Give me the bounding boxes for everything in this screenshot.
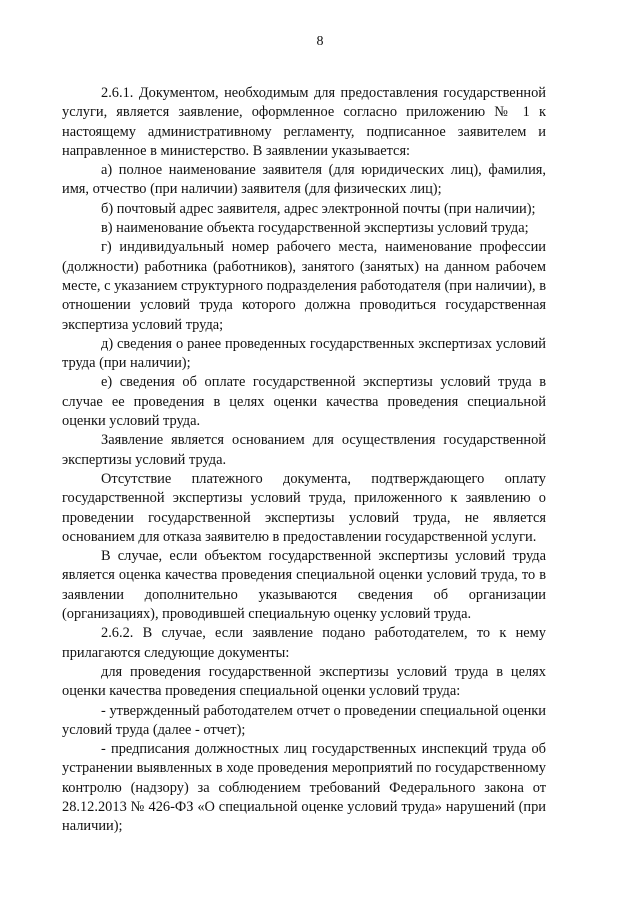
page-number: 8 [316, 34, 324, 49]
list-item-report: - утвержденный работодателем отчет о проведении специальной оценки условий труда (далее - отчет); [62, 702, 546, 738]
item-v-expertise-object: в) наименование объекта государственной экспертизы условий труда; [101, 220, 529, 237]
list-item-inspection-orders: - предписания должностных лиц государственных инспекций труда об устранении выявленных в ходе проведения мероприятий по государственному контролю (надзору) за соблюдением требований Федерального закона от 28.12.2013 № 426-ФЗ «О специальной оценке условий труда» нарушений (при наличии); [62, 741, 546, 835]
item-e-payment-info: е) сведения об оплате государственной экспертизы условий труда в случае ее проведения в целях оценки качества проведения специальной оценки условий труда. [62, 374, 546, 430]
document-body [62, 84, 546, 837]
paragraph-2-6-1: 2.6.1. Документом, необходимым для предоставления государственной услуги, является заявление, оформленное согласно приложению № 1 к настоящему административному регламенту, подписанное заявителем и направленное в министерство. В заявлении указывается: [62, 85, 546, 159]
item-d-previous-expertises: д) сведения о ранее проведенных государственных экспертизах условий труда (при наличии); [62, 335, 546, 372]
paragraph-application-basis: Заявление является основанием для осуществления государственной экспертизы условий труда. [62, 432, 546, 468]
item-g-workplace-number: г) индивидуальный номер рабочего места, наименование профессии (должности) работника (работников), занятого (занятых) на данном рабочем месте, с указанием структурного подразделения работодателя (при наличии), в отношении условий труда которого должна проводиться государственная экспертиза условий труда; [62, 239, 547, 333]
item-b-postal-address: б) почтовый адрес заявителя, адрес электронной почты (при наличии); [101, 200, 536, 217]
paragraph-assessment-quality: В случае, если объектом государственной экспертизы условий труда является оценка качества проведения специальной оценки условий труда, то в заявлении дополнительно указываются сведения об организации (организациях), проводившей специальную оценку условий труда. [62, 548, 546, 623]
item-a-applicant-name: а) полное наименование заявителя (для юридических лиц), фамилия, имя, отчество (при наличии) заявителя (для физических лиц); [62, 162, 546, 198]
paragraph-missing-payment: Отсутствие платежного документа, подтверждающего оплату государственной экспертизы условий труда, приложенного к заявлению о проведении государственной экспертизы условий труда, не является основанием для отказа заявителю в предоставлении государственной услуги. [62, 470, 546, 545]
paragraph-2-6-2: 2.6.2. В случае, если заявление подано работодателем, то к нему прилагаются следующие документы: [62, 625, 546, 661]
paragraph-for-expertise: для проведения государственной экспертизы условий труда в целях оценки качества проведения специальной оценки условий труда: [62, 663, 546, 700]
